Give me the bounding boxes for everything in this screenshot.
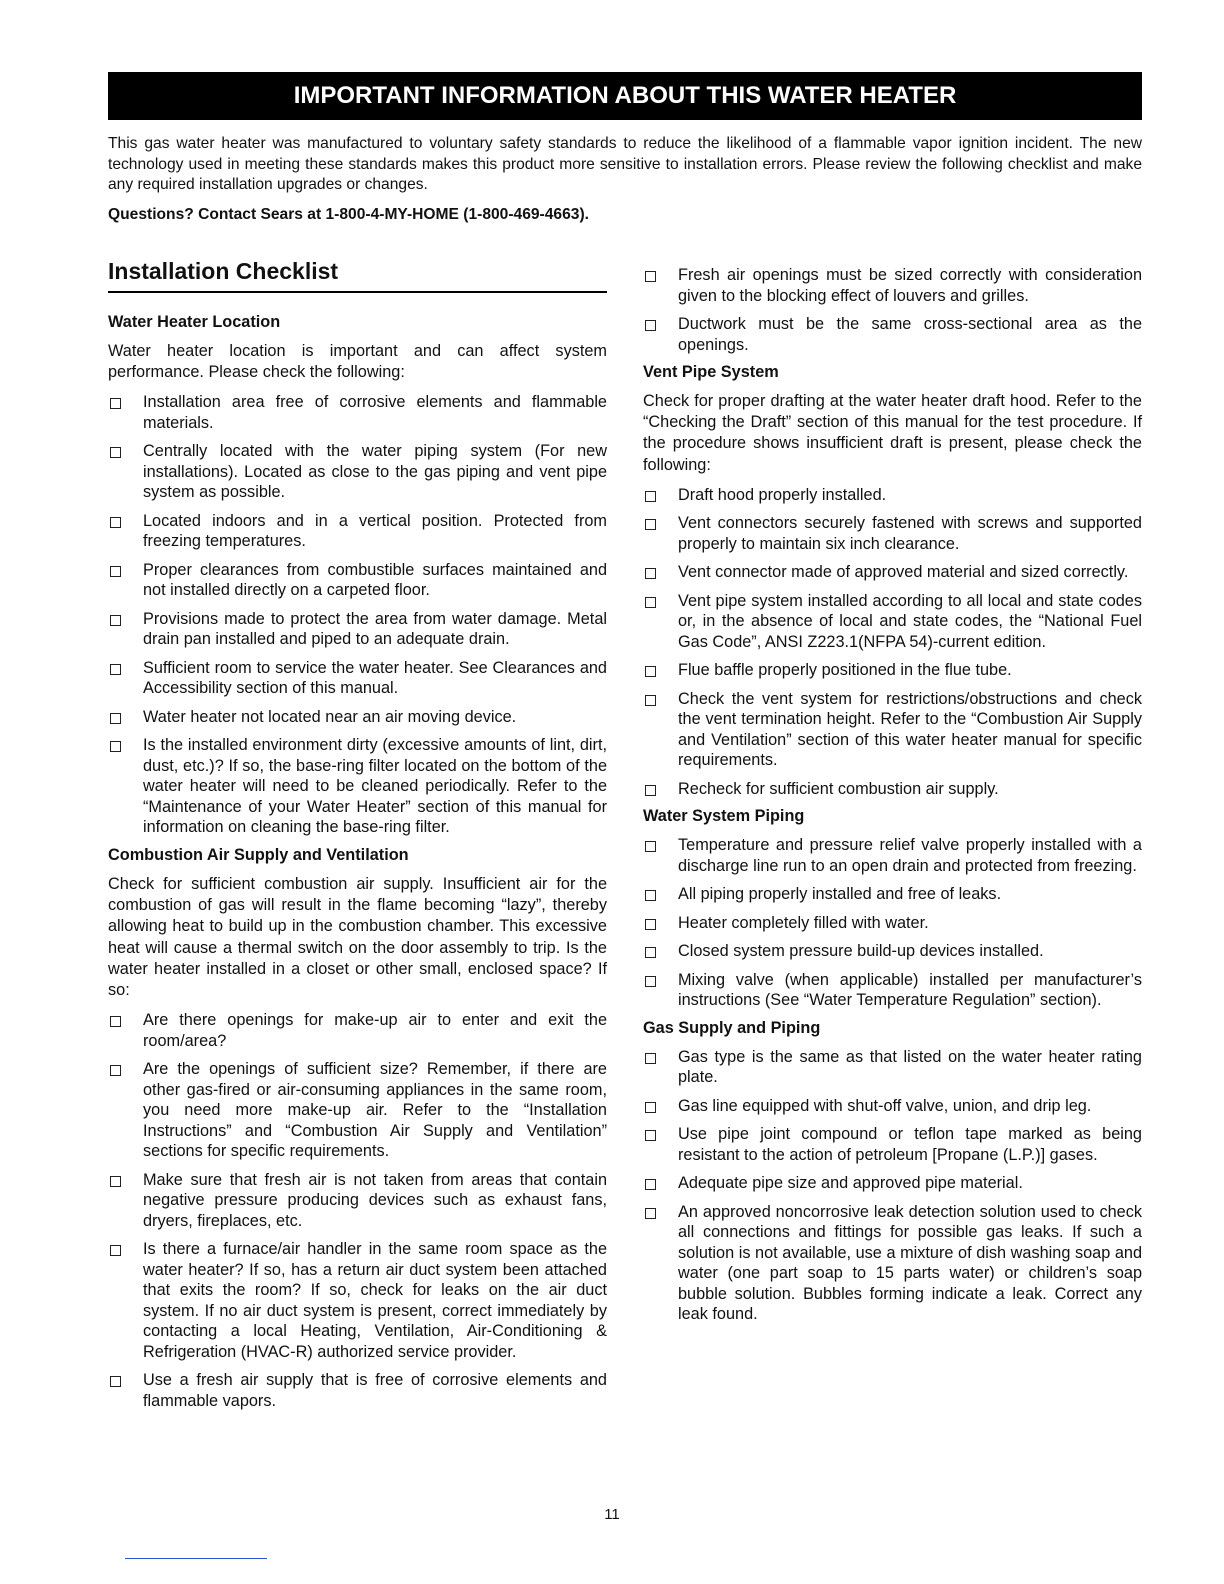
left-column bbox=[108, 258, 607, 1419]
checklist-item-text: Closed system pressure build-up devices installed. bbox=[678, 942, 1044, 961]
checklist-item bbox=[108, 1010, 607, 1051]
checklist-item bbox=[643, 660, 1142, 681]
checklist-item bbox=[108, 707, 607, 728]
checklist-item-text: Located indoors and in a vertical position. Protected from freezing temperatures. bbox=[143, 511, 607, 551]
checklist-item bbox=[108, 1239, 607, 1362]
checkbox-icon[interactable] bbox=[645, 695, 656, 706]
checklist-item bbox=[108, 1059, 607, 1162]
contact-line: Questions? Contact Sears at 1-800-4-MY-HOME (1-800-469-4663). bbox=[108, 206, 589, 223]
vent-intro: Check for proper drafting at the water heater draft hood. Refer to the “Checking the Draft” section of this manual for the test procedure. If the procedure shows insufficient draft is present, please check the following: bbox=[643, 392, 1142, 474]
checklist-item-text: Mixing valve (when applicable) installed per manufacturer’s instructions (See “Water Temperature Regulation” section). bbox=[678, 970, 1142, 1010]
checklist-item bbox=[108, 735, 607, 838]
page-number: 11 bbox=[604, 1506, 620, 1523]
combustion-heading: Combustion Air Supply and Ventilation bbox=[108, 845, 409, 864]
checkbox-icon[interactable] bbox=[645, 1102, 656, 1113]
checkbox-icon[interactable] bbox=[110, 664, 121, 675]
checklist-item-text: Heater completely filled with water. bbox=[678, 913, 929, 932]
checklist-item-text: Fresh air openings must be sized correctly with consideration given to the blocking effect of louvers and grilles. bbox=[678, 266, 1142, 305]
checklist-item-text: Vent connector made of approved material and sized correctly. bbox=[678, 563, 1129, 582]
checklist-item bbox=[643, 485, 1142, 506]
checklist-item-text: Gas line equipped with shut-off valve, union, and drip leg. bbox=[678, 1096, 1092, 1115]
vent-checklist bbox=[643, 485, 1142, 800]
checkbox-icon[interactable] bbox=[645, 271, 656, 282]
checklist-item bbox=[108, 1170, 607, 1232]
checklist-item-text: All piping properly installed and free of leaks. bbox=[678, 885, 1002, 904]
checklist-item-text: An approved noncorrosive leak detection solution used to check all connections and fittings for possible gas leaks. If such a solution is not available, use a mixture of dish washing soap and water (one part soap to 15 parts water) or children’s soap bubble solution. Bubbles forming indicate a leak. Correct any leak found. bbox=[678, 1202, 1142, 1324]
checkbox-icon[interactable] bbox=[645, 568, 656, 579]
checklist-item-text: Are there openings for make-up air to enter and exit the room/area? bbox=[143, 1011, 607, 1050]
checklist-item-text: Draft hood properly installed. bbox=[678, 485, 887, 504]
right-column bbox=[643, 265, 1142, 1333]
checklist-item-text: Vent pipe system installed according to all local and state codes or, in the absence of local and state codes, the “National Fuel Gas Code”, ANSI Z223.1(NFPA 54)-current edition. bbox=[678, 591, 1142, 651]
location-intro: Water heater location is important and can affect system performance. Please check the following: bbox=[108, 342, 607, 382]
checklist-item bbox=[643, 314, 1142, 355]
checkbox-icon[interactable] bbox=[645, 841, 656, 852]
checklist-item-text: Adequate pipe size and approved pipe material. bbox=[678, 1174, 1023, 1193]
checklist-item bbox=[643, 689, 1142, 771]
checklist-item bbox=[108, 1370, 607, 1411]
checkbox-icon[interactable] bbox=[110, 1016, 121, 1027]
checklist-item bbox=[643, 513, 1142, 554]
checklist-item-text: Installation area free of corrosive elements and flammable materials. bbox=[143, 393, 607, 432]
checklist-item-text: Centrally located with the water piping system (For new installations). Located as close to the gas piping and vent pipe system as possible. bbox=[143, 442, 607, 502]
checkbox-icon[interactable] bbox=[110, 1376, 121, 1387]
checkbox-icon[interactable] bbox=[645, 785, 656, 796]
section-title: Installation Checklist bbox=[108, 258, 607, 293]
checklist-item bbox=[108, 392, 607, 433]
checklist-item bbox=[643, 1124, 1142, 1165]
checklist-item-text: Use pipe joint compound or teflon tape marked as being resistant to the action of petroleum [Propane (L.P.)] gases. bbox=[678, 1125, 1142, 1164]
location-heading: Water Heater Location bbox=[108, 313, 281, 331]
checklist-item bbox=[643, 941, 1142, 962]
checklist-item bbox=[643, 970, 1142, 1011]
checkbox-icon[interactable] bbox=[645, 919, 656, 930]
checkbox-icon[interactable] bbox=[645, 890, 656, 901]
checkbox-icon[interactable] bbox=[110, 398, 121, 409]
checklist-item-text: Sufficient room to service the water heater. See Clearances and Accessibility section of this manual. bbox=[143, 658, 607, 698]
location-checklist bbox=[108, 392, 607, 838]
checklist-item bbox=[643, 562, 1142, 583]
checklist-item bbox=[643, 835, 1142, 876]
checklist-item-text: Are the openings of sufficient size? Remember, if there are other gas-fired or air-consuming appliances in the same room, you need more make-up air. Refer to the “Installation Instructions” and “Combustion Air Supply and Ventilation” sections for specific requirements. bbox=[143, 1060, 607, 1161]
checklist-item bbox=[643, 913, 1142, 934]
checklist-item-text: Vent connectors securely fastened with screws and supported properly to maintain six inch clearance. bbox=[678, 514, 1142, 553]
checkbox-icon[interactable] bbox=[110, 447, 121, 458]
checklist-item-text: Check the vent system for restrictions/obstructions and check the vent termination height. Refer to the “Combustion Air Supply and Ventilation” section of this water heater manual for specific requirements. bbox=[678, 689, 1142, 770]
checklist-item-text: Ductwork must be the same cross-sectional area as the openings. bbox=[678, 315, 1142, 354]
checklist-item bbox=[643, 1096, 1142, 1117]
checkbox-icon[interactable] bbox=[645, 597, 656, 608]
checklist-item-text: Make sure that fresh air is not taken from areas that contain negative pressure producing devices such as exhaust fans, dryers, fireplaces, etc. bbox=[143, 1170, 607, 1230]
checklist-item-text: Is the installed environment dirty (excessive amounts of lint, dirt, dust, etc.)? If so, the base-ring filter located on the bottom of the water heater will need to be cleaned periodically. Refer to the “Maintenance of your Water Heater” section of this manual for information on cleaning the base-ring filter. bbox=[143, 736, 607, 837]
checkbox-icon[interactable] bbox=[645, 1053, 656, 1064]
checklist-item bbox=[643, 1202, 1142, 1325]
checklist-item-text: Use a fresh air supply that is free of corrosive elements and flammable vapors. bbox=[143, 1371, 607, 1410]
gas-heading: Gas Supply and Piping bbox=[643, 1018, 821, 1037]
combustion-checklist bbox=[108, 1010, 607, 1411]
checklist-item-text: Recheck for sufficient combustion air supply. bbox=[678, 779, 999, 798]
checklist-item bbox=[643, 591, 1142, 653]
checklist-item bbox=[108, 441, 607, 503]
checklist-item bbox=[108, 609, 607, 650]
checkbox-icon[interactable] bbox=[645, 1130, 656, 1141]
water-checklist bbox=[643, 835, 1142, 1011]
checkbox-icon[interactable] bbox=[645, 1179, 656, 1190]
intro-paragraph: This gas water heater was manufactured to voluntary safety standards to reduce the likelihood of a flammable vapor ignition incident. The new technology used in meeting these standards makes this product more sensitive to installation errors. Please review the following checklist and make any required installation upgrades or changes. bbox=[108, 135, 1142, 193]
checkbox-icon[interactable] bbox=[110, 517, 121, 528]
checklist-item bbox=[108, 560, 607, 601]
water-heading: Water System Piping bbox=[643, 807, 805, 826]
checkbox-icon[interactable] bbox=[110, 566, 121, 577]
checklist-item-text: Gas type is the same as that listed on the water heater rating plate. bbox=[678, 1047, 1142, 1087]
checkbox-icon[interactable] bbox=[110, 1065, 121, 1076]
checklist-item bbox=[643, 1047, 1142, 1088]
checkbox-icon[interactable] bbox=[645, 1208, 656, 1219]
checkbox-icon[interactable] bbox=[645, 491, 656, 502]
checklist-item-text: Proper clearances from combustible surfaces maintained and not installed directly on a carpeted floor. bbox=[143, 560, 607, 600]
checklist-item bbox=[108, 511, 607, 552]
combustion-intro: Check for sufficient combustion air supply. Insufficient air for the combustion of gas will result in the flame becoming “lazy”, thereby allowing heat to build up in the combustion chamber. This excessive heat will cause a thermal switch on the door assembly to trip. Is the water heater installed in a closet or other small, enclosed space? If so: bbox=[108, 874, 607, 999]
checklist-item bbox=[643, 1173, 1142, 1194]
checklist-item-text: Is there a furnace/air handler in the same room space as the water heater? If so, has a return air duct system been attached that exits the room? If so, check for leaks on the air duct system. If no air duct system is present, correct immediately by contacting a local Heating, Ventilation, Air-Conditioning & Refrigeration (HVAC-R) authorized service provider. bbox=[143, 1240, 607, 1361]
checkbox-icon[interactable] bbox=[645, 976, 656, 987]
checkbox-icon[interactable] bbox=[645, 947, 656, 958]
checkbox-icon[interactable] bbox=[110, 1245, 121, 1256]
checklist-item bbox=[643, 884, 1142, 905]
checkbox-icon[interactable] bbox=[645, 666, 656, 677]
checklist-item-text: Water heater not located near an air moving device. bbox=[143, 707, 517, 726]
checkbox-icon[interactable] bbox=[110, 1176, 121, 1187]
checklist-item-text: Temperature and pressure relief valve properly installed with a discharge line run to an open drain and protected from freezing. bbox=[678, 836, 1142, 875]
checklist-item-text: Provisions made to protect the area from water damage. Metal drain pan installed and piped to an adequate drain. bbox=[143, 609, 607, 649]
page-banner: IMPORTANT INFORMATION ABOUT THIS WATER HEATER bbox=[108, 72, 1142, 120]
checklist-item-text: Flue baffle properly positioned in the flue tube. bbox=[678, 661, 1012, 680]
checklist-item bbox=[108, 658, 607, 699]
checkbox-icon[interactable] bbox=[110, 615, 121, 626]
combustion-checklist-continued bbox=[643, 265, 1142, 355]
checkbox-icon[interactable] bbox=[645, 320, 656, 331]
checklist-item bbox=[643, 265, 1142, 306]
checkbox-icon[interactable] bbox=[645, 519, 656, 530]
vent-heading: Vent Pipe System bbox=[643, 363, 779, 381]
footer-divider bbox=[125, 1558, 267, 1559]
checkbox-icon[interactable] bbox=[110, 713, 121, 724]
checklist-item bbox=[643, 779, 1142, 800]
checkbox-icon[interactable] bbox=[110, 741, 121, 752]
gas-checklist bbox=[643, 1047, 1142, 1325]
